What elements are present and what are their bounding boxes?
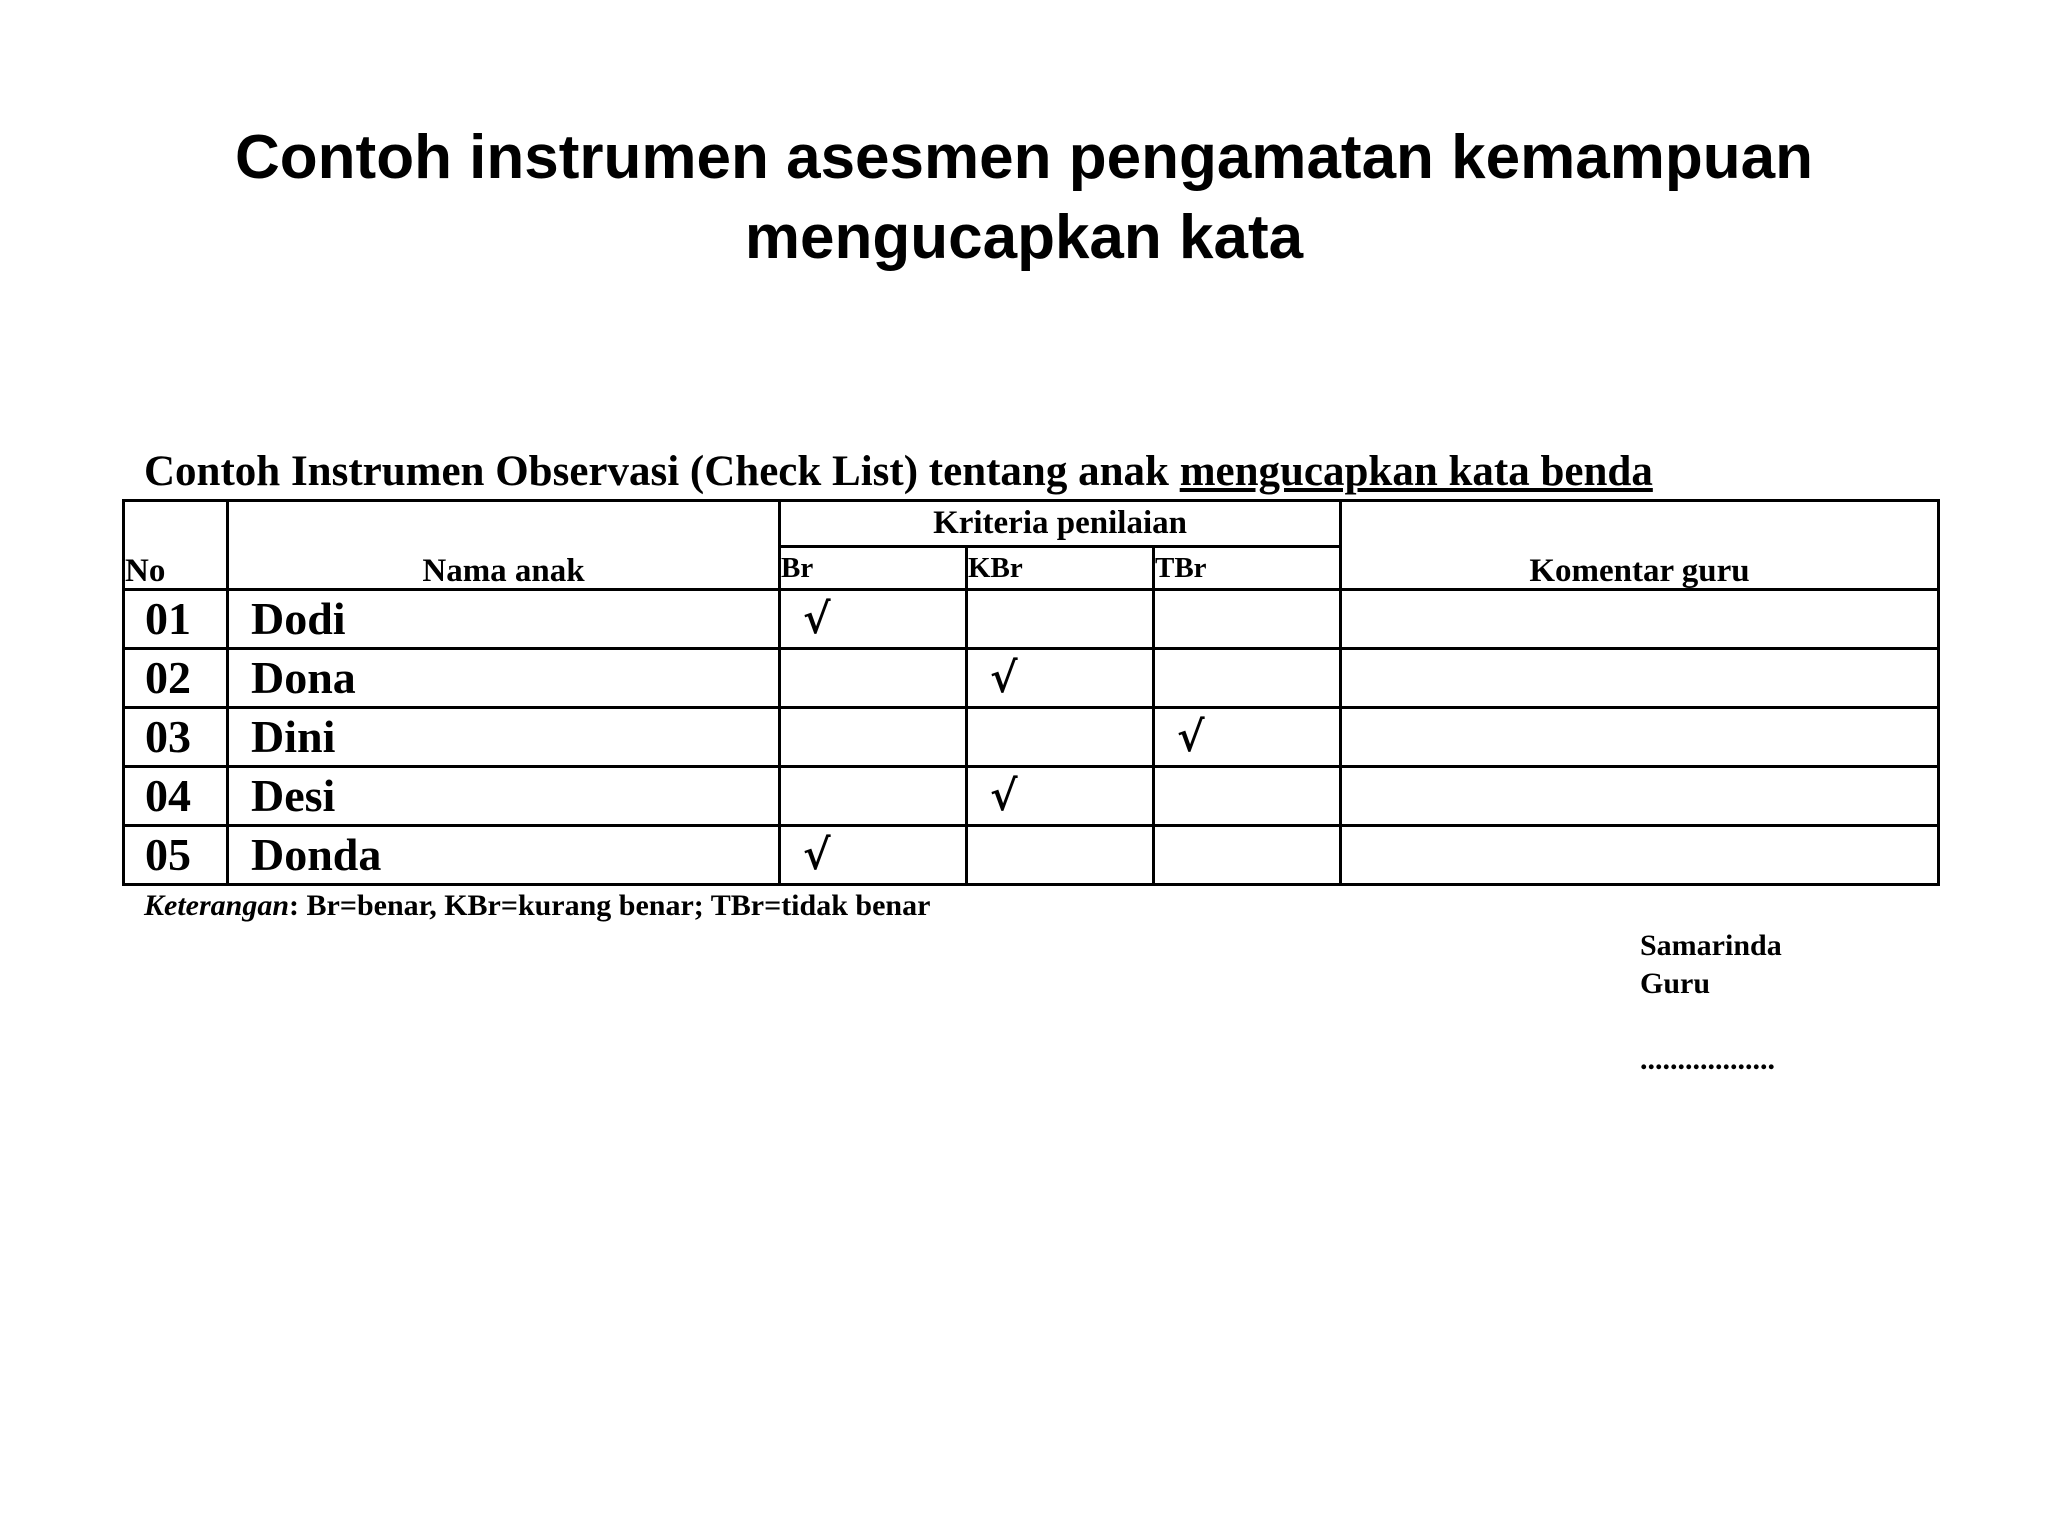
signature-block	[1640, 927, 1782, 1079]
row-kbr-check	[967, 708, 1154, 767]
row-name: Dona	[228, 649, 780, 708]
row-no: 03	[124, 708, 228, 767]
row-comment	[1341, 767, 1939, 826]
row-no: 02	[124, 649, 228, 708]
row-no: 01	[124, 590, 228, 649]
header-tbr: TBr	[1154, 546, 1341, 590]
header-kbr: KBr	[967, 546, 1154, 590]
row-tbr-check	[1154, 649, 1341, 708]
page-title-line-1: Contoh instrumen asesmen pengamatan kemampuan	[235, 123, 1813, 192]
header-name: Nama anak	[228, 501, 780, 590]
row-tbr-check: √	[1154, 708, 1341, 767]
table-row	[124, 767, 1939, 826]
checklist-table	[122, 499, 1940, 886]
signature-line: ..................	[1640, 1043, 1775, 1076]
row-no: 05	[124, 826, 228, 885]
row-kbr-check: √	[967, 649, 1154, 708]
header-br: Br	[780, 546, 967, 590]
row-name: Desi	[228, 767, 780, 826]
row-br-check	[780, 767, 967, 826]
table-caption	[144, 447, 1653, 497]
row-name: Dini	[228, 708, 780, 767]
legend-term: Keterangan	[144, 889, 290, 922]
row-br-check: √	[780, 590, 967, 649]
signature-place: Samarinda	[1640, 929, 1782, 962]
row-comment	[1341, 649, 1939, 708]
row-br-check	[780, 649, 967, 708]
page-title-line-2: mengucapkan kata	[744, 203, 1304, 272]
table-row	[124, 708, 1939, 767]
signature-role: Guru	[1640, 967, 1711, 1000]
legend-note	[144, 888, 930, 924]
page-title	[0, 118, 2048, 278]
header-criteria: Kriteria penilaian	[780, 501, 1341, 547]
row-kbr-check	[967, 826, 1154, 885]
row-name: Dodi	[228, 590, 780, 649]
row-comment	[1341, 708, 1939, 767]
row-br-check: √	[780, 826, 967, 885]
row-no: 04	[124, 767, 228, 826]
row-tbr-check	[1154, 590, 1341, 649]
row-comment	[1341, 826, 1939, 885]
row-comment	[1341, 590, 1939, 649]
table-row	[124, 590, 1939, 649]
row-kbr-check	[967, 590, 1154, 649]
table-row	[124, 649, 1939, 708]
row-tbr-check	[1154, 826, 1341, 885]
legend-text: : Br=benar, KBr=kurang benar; TBr=tidak benar	[289, 889, 931, 922]
row-kbr-check: √	[967, 767, 1154, 826]
header-no: No	[124, 501, 228, 590]
row-tbr-check	[1154, 767, 1341, 826]
row-name: Donda	[228, 826, 780, 885]
row-br-check	[780, 708, 967, 767]
table-caption-prefix: Contoh Instrumen Observasi (Check List) tentang anak	[144, 448, 1180, 495]
header-comment: Komentar guru	[1341, 501, 1939, 590]
table-caption-underlined: mengucapkan kata benda	[1179, 448, 1653, 495]
table-row	[124, 826, 1939, 885]
